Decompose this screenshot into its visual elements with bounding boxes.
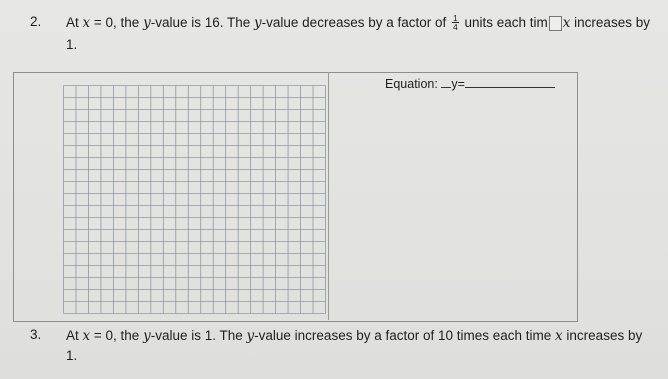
equation-blank-1[interactable] bbox=[441, 87, 451, 88]
problem-2-text-part: units each tim bbox=[460, 15, 548, 30]
problem-2-text-part: = 0, the bbox=[90, 15, 144, 30]
variable-x: x bbox=[82, 15, 91, 31]
answer-checkbox[interactable] bbox=[549, 16, 562, 31]
fraction-one-quarter bbox=[452, 14, 459, 31]
problem-3-line2: 1. bbox=[66, 348, 78, 363]
variable-x: x bbox=[555, 328, 563, 344]
problem-3-text bbox=[66, 327, 642, 345]
box-divider bbox=[328, 72, 329, 320]
variable-x: x bbox=[82, 328, 91, 344]
variable-y: y bbox=[143, 328, 151, 344]
fraction-numerator: 1 bbox=[453, 12, 458, 23]
problem-3-text-part: increases by bbox=[562, 328, 643, 343]
problem-2-text-part: -value decreases by a factor of bbox=[261, 15, 451, 30]
equation-y-label: y= bbox=[451, 77, 465, 91]
variable-y: y bbox=[143, 15, 151, 31]
problem-3-text-part: -value increases by a factor of 10 times each time bbox=[254, 328, 556, 343]
problem-3-text-part: At bbox=[66, 328, 83, 343]
problem-2-text-part: increases by bbox=[570, 15, 650, 30]
variable-y: y bbox=[246, 328, 255, 344]
problem-2-text-part: -value is 16. The bbox=[150, 15, 255, 30]
problem-2-text-part: At bbox=[66, 15, 83, 30]
problem-3-text-part: = 0, the bbox=[90, 328, 144, 343]
problem-2-number: 2. bbox=[30, 14, 42, 29]
problem-3-number: 3. bbox=[30, 327, 42, 342]
variable-y: y bbox=[254, 15, 262, 31]
variable-x: x bbox=[562, 15, 571, 31]
equation-label: Equation: bbox=[385, 77, 438, 91]
fraction-denominator: 4 bbox=[453, 21, 458, 32]
problem-3-text-part: -value is 1. The bbox=[150, 328, 247, 343]
equation-blank-2[interactable] bbox=[465, 87, 555, 88]
problem-2-text bbox=[66, 14, 650, 32]
problem-2-line2: 1. bbox=[66, 37, 78, 52]
graph-grid[interactable] bbox=[63, 85, 326, 314]
equation-row bbox=[385, 77, 555, 91]
